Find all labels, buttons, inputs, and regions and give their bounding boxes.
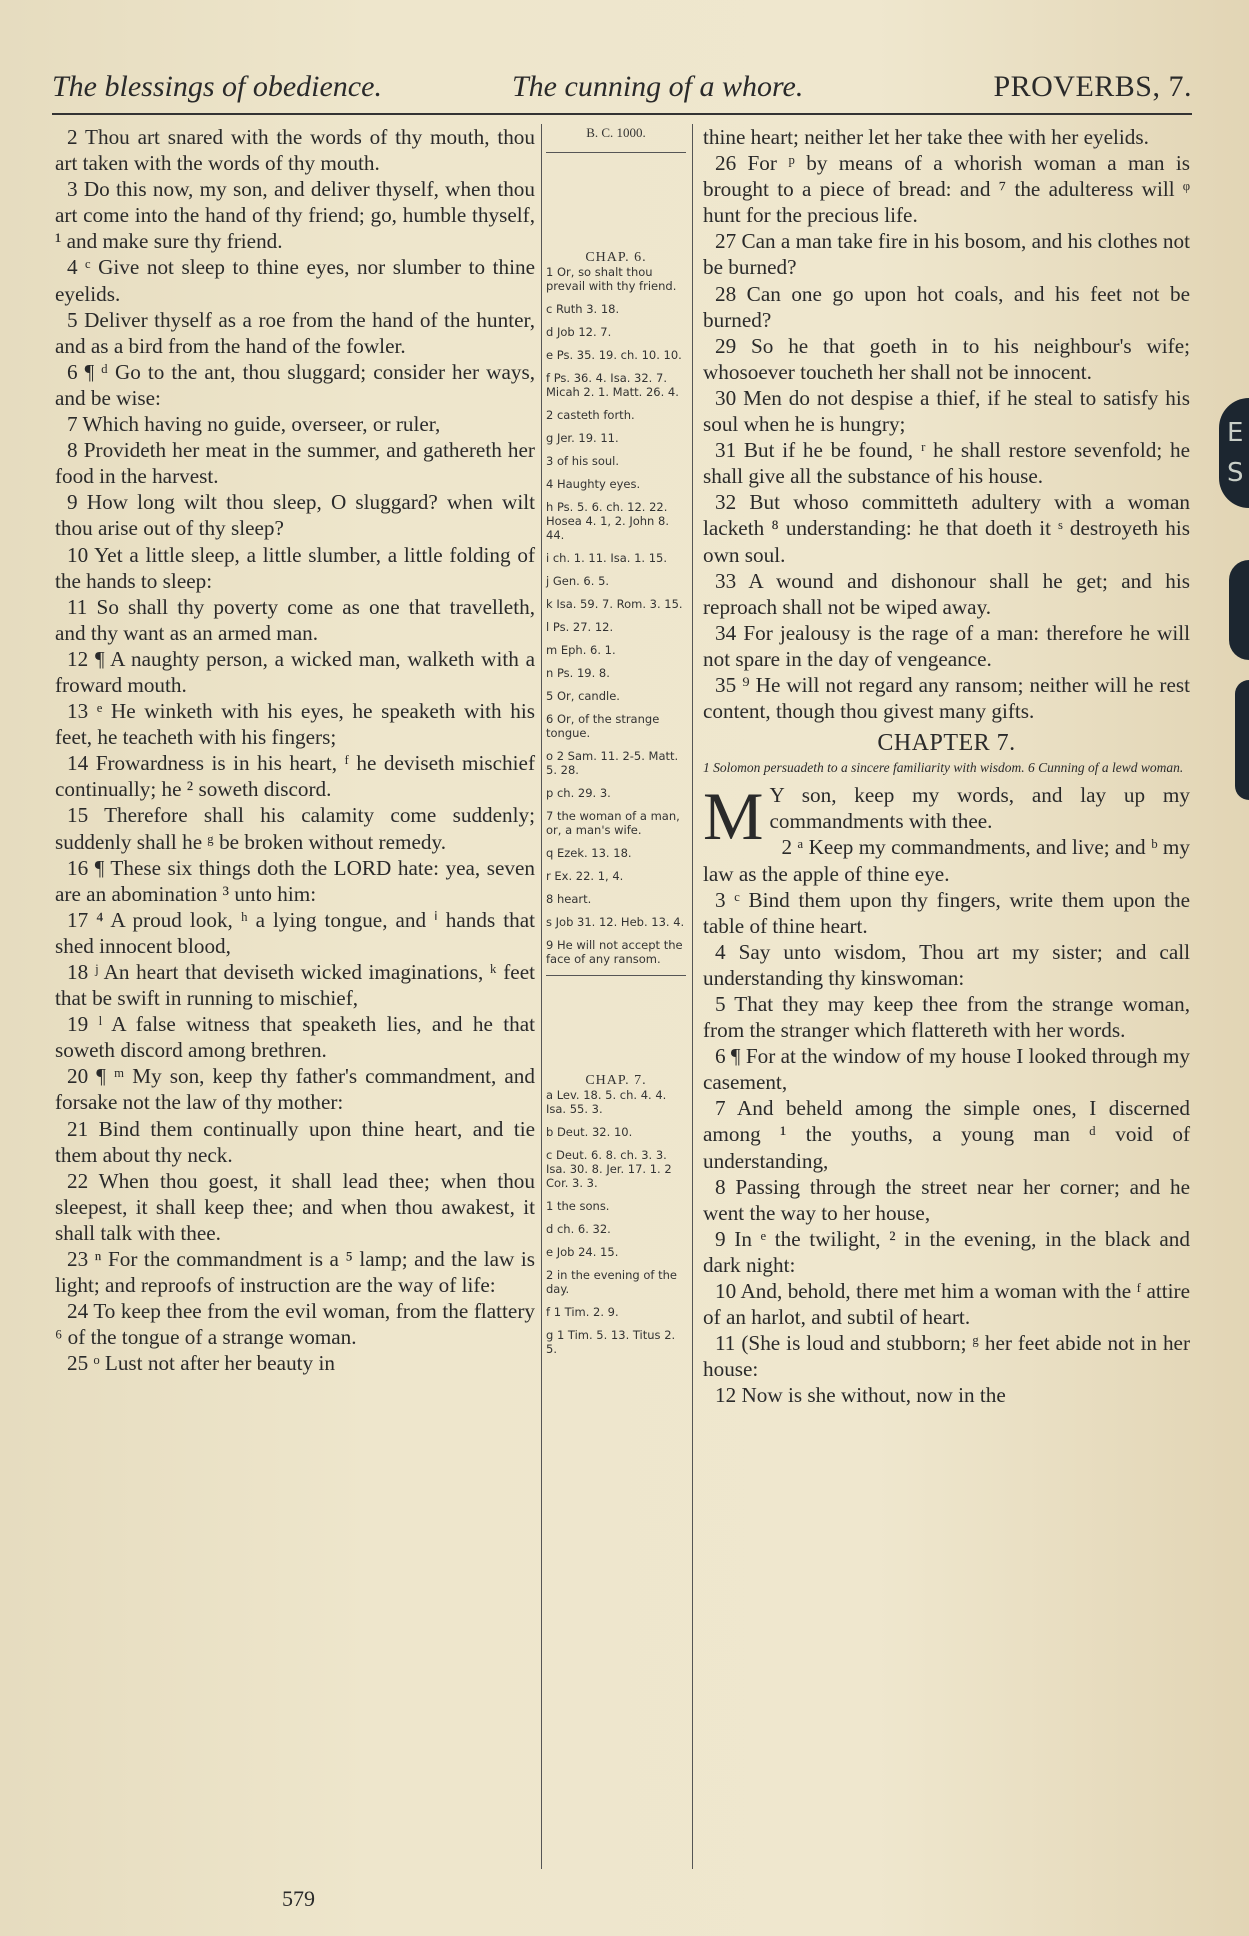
verse: 35 ⁹ He will not regard any ransom; neither will he rest content, though thou givest many gifts. [703,672,1190,724]
verse: 12 Now is she without, now in the [715,1383,1006,1408]
verse: 20 ¶ ᵐ My son, keep thy father's commandment, and forsake not the law of thy mother: [55,1064,535,1115]
margin-note: 7 the woman of a man, or, a man's wife. [546,809,680,837]
verse: 9 In ᵉ the twilight, ² in the evening, in the black and dark night: [703,1226,1190,1277]
margin-note: f Ps. 36. 4. Isa. 32. 7. Micah 2. 1. Matt. 26. 4. [546,371,679,399]
margin-note: c Ruth 3. 18. [546,302,620,316]
margin-note: 2 in the evening of the day. [546,1268,677,1296]
verse: 25 ᵒ Lust not after her beauty in [67,1351,335,1376]
chapter-7-title: CHAPTER 7. [877,730,1016,757]
margin-note: a Lev. 18. 5. ch. 4. 4. Isa. 55. 3. [546,1088,667,1116]
verse: 24 To keep thee from the evil woman, from the flattery ⁶ of the tongue of a strange woman. [55,1299,535,1350]
margin-note: e Ps. 35. 19. ch. 10. 10. [546,348,682,362]
margin-note: d Job 12. 7. [546,325,612,339]
margin-chapter-6-notes [546,265,686,966]
verse: 30 Men do not despise a thief, if he steal to satisfy his soul when he is hungry; [703,385,1190,437]
margin-note: 4 Haughty eyes. [546,477,641,491]
margin-chapter-6-heading: CHAP. 6. [585,250,647,265]
margin-separator [546,975,686,976]
verse: 11 (She is loud and stubborn; ᵍ her feet abide not in her house: [703,1331,1190,1382]
verse: 12 ¶ A naughty person, a wicked man, walketh with a froward mouth. [55,646,535,697]
header-rule [52,113,1192,115]
margin-chapter-7-notes [546,1088,686,1356]
verse: 14 Frowardness is in his heart, ᶠ he deviseth mischief continually; he ² soweth discord. [55,751,535,802]
verse: 17 ⁴ A proud look, ʰ a lying tongue, and ⁱ hands that shed innocent blood, [55,907,535,958]
margin-note: h Ps. 5. 6. ch. 12. 22. Hosea 4. 1, 2. John 8. 44. [546,500,669,542]
verse: 22 When thou goest, it shall lead thee; when thou sleepest, it shall keep thee; and when thou awakest, it shall talk with thee. [55,1168,535,1245]
verse: 11 So shall thy poverty come as one that travelleth, and thy want as an armed man. [55,594,535,645]
verse: 18 ʲ An heart that deviseth wicked imaginations, ᵏ feet that be swift in running to mischief, [55,960,535,1011]
thumb-index-tab[interactable] [1219,398,1249,508]
verse: 5 That they may keep thee from the strange woman, from the stranger which flattereth with her words. [703,992,1190,1043]
verse: 29 So he that goeth in to his neighbour's wife; whosoever toucheth her shall not be innocent. [703,333,1190,384]
verse: 4 ᶜ Give not sleep to thine eyes, nor slumber to thine eyelids. [55,255,535,306]
thumb-index-tab-3[interactable] [1235,680,1249,800]
header-middle-title: The cunning of a whore. [512,70,804,103]
verse: 3 ᶜ Bind them upon thy fingers, write them upon the table of thine heart. [703,887,1190,938]
margin-note: 8 heart. [546,892,592,906]
margin-note: 1 the sons. [546,1199,610,1213]
verse: 7 And beheld among the simple ones, I discerned among ¹ the youths, a young man ᵈ void of understanding, [703,1096,1190,1173]
margin-note: l Ps. 27. 12. [546,620,614,634]
verse: 27 Can a man take fire in his bosom, and his clothes not be burned? [703,229,1190,280]
column-divider-right [692,124,693,1869]
verse: 3 Do this now, my son, and deliver thyself, when thou art come into the hand of thy friend; go, humble thyself, ¹ and make sure thy friend. [55,177,535,254]
left-text-column [55,124,535,1377]
verse: 8 Provideth her meat in the summer, and gathereth her food in the harvest. [55,438,535,489]
chapter-6-continuation [703,124,1190,724]
margin-note: d ch. 6. 32. [546,1222,611,1236]
header-book-chapter: PROVERBS, 7. [993,70,1192,103]
margin-note: n Ps. 19. 8. [546,666,610,680]
chapter-7-verses [703,834,1190,1408]
margin-note: m Eph. 6. 1. [546,643,616,657]
verse: 28 Can one go upon hot coals, and his feet not be burned? [703,281,1190,332]
header-left-title: The blessings of obedience. [52,70,382,103]
page-number: 579 [282,1886,315,1911]
margin-note: j Gen. 6. 5. [546,574,610,588]
verse: 21 Bind them continually upon thine heart, and tie them about thy neck. [55,1116,535,1167]
thumb-index-tab-2[interactable] [1229,560,1249,660]
margin-note: r Ex. 22. 1, 4. [546,869,624,883]
verse: 8 Passing through the street near her corner; and he went the way to her house, [703,1174,1190,1225]
running-header [52,70,1192,116]
verse: 2 Thou art snared with the words of thy mouth, thou art taken with the words of thy mouth. [55,125,535,176]
chapter-7-summary: 1 Solomon persuadeth to a sincere familiarity with wisdom. 6 Cunning of a lewd woman. [703,760,1184,776]
margin-note: k Isa. 59. 7. Rom. 3. 15. [546,597,683,611]
margin-note: 6 Or, of the strange tongue. [546,712,660,740]
verse: 9 How long wilt thou sleep, O sluggard? when wilt thou arise out of thy sleep? [55,490,535,541]
column-divider-left [541,124,542,1869]
verse-1-text: Y son, keep my words, and lay up my commandments with thee. [769,783,1190,834]
chapter-7-verse-1 [703,778,1190,855]
margin-note: i ch. 1. 11. Isa. 1. 15. [546,551,668,565]
margin-note: b Deut. 32. 10. [546,1125,633,1139]
margin-note: 5 Or, candle. [546,689,620,703]
verse: 10 Yet a little sleep, a little slumber, a little folding of the hands to sleep: [55,542,535,593]
verse: 6 ¶ ᵈ Go to the ant, thou sluggard; consider her ways, and be wise: [55,359,535,410]
verse: 6 ¶ For at the window of my house I looked through my casement, [703,1044,1190,1095]
verse: 32 But whoso committeth adultery with a woman lacketh ⁸ understanding: he that doeth it ˢ destroyeth his own soul. [703,490,1190,567]
verse: 33 A wound and dishonour shall he get; and his reproach shall not be wiped away. [703,568,1190,619]
margin-note: o 2 Sam. 11. 2-5. Matt. 5. 28. [546,749,679,777]
margin-note: p ch. 29. 3. [546,786,611,800]
margin-date: B. C. 1000. [546,126,686,153]
thumb-tab-letter-e: E [1227,418,1244,448]
margin-note: 1 Or, so shalt thou prevail with thy friend. [546,265,677,293]
verse: thine heart; neither let her take thee with her eyelids. [703,125,1149,149]
margin-chapter-7-heading: CHAP. 7. [585,1073,647,1088]
margin-note: q Ezek. 13. 18. [546,846,632,860]
margin-note: 9 He will not accept the face of any ransom. [546,938,683,966]
verse: 26 For ᵖ by means of a whorish woman a man is brought to a piece of bread: and ⁷ the adulteress will ᵠ hunt for the precious life. [703,151,1190,228]
margin-note: g 1 Tim. 5. 13. Titus 2. 5. [546,1328,676,1356]
verse: 16 ¶ These six things doth the LORD hate: yea, seven are an abomination ³ unto him: [55,855,535,906]
margin-note: c Deut. 6. 8. ch. 3. 3. Isa. 30. 8. Jer. 17. 1. 2 Cor. 3. 3. [546,1148,672,1190]
margin-note: s Job 31. 12. Heb. 13. 4. [546,915,685,929]
verse: 7 Which having no guide, overseer, or ruler, [67,412,441,437]
margin-note: g Jer. 19. 11. [546,431,619,445]
verse: 2 ᵃ Keep my commandments, and live; and ᵇ my law as the apple of thine eye. [703,835,1190,886]
verse: 31 But if he be found, ʳ he shall restore sevenfold; he shall give all the substance of his house. [703,438,1190,489]
marginal-references [546,126,686,1365]
drop-cap: M [703,778,764,855]
margin-note: f 1 Tim. 2. 9. [546,1305,619,1319]
margin-note: 2 casteth forth. [546,408,635,422]
verse: 34 For jealousy is the rage of a man: therefore he will not spare in the day of vengeance. [703,620,1190,671]
verse: 5 Deliver thyself as a roe from the hand of the hunter, and as a bird from the hand of the fowler. [55,307,535,358]
verse: 13 ᵉ He winketh with his eyes, he speaketh with his feet, he teacheth with his fingers; [55,699,535,750]
verse: 23 ⁿ For the commandment is a ⁵ lamp; and the law is light; and reproofs of instruction are the way of life: [55,1247,535,1298]
verse: 15 Therefore shall his calamity come suddenly; suddenly shall he ᵍ be broken without remedy. [55,803,535,854]
margin-note: 3 of his soul. [546,454,620,468]
verse: 10 And, behold, there met him a woman with the ᶠ attire of an harlot, and subtil of heart. [703,1279,1190,1330]
thumb-tab-letter-s: S [1227,458,1244,488]
verse: 4 Say unto wisdom, Thou art my sister; and call understanding thy kinswoman: [703,939,1190,990]
margin-note: e Job 24. 15. [546,1245,619,1259]
right-text-column [703,124,1190,1409]
verse: 19 ˡ A false witness that speaketh lies, and he that soweth discord among brethren. [55,1012,535,1063]
